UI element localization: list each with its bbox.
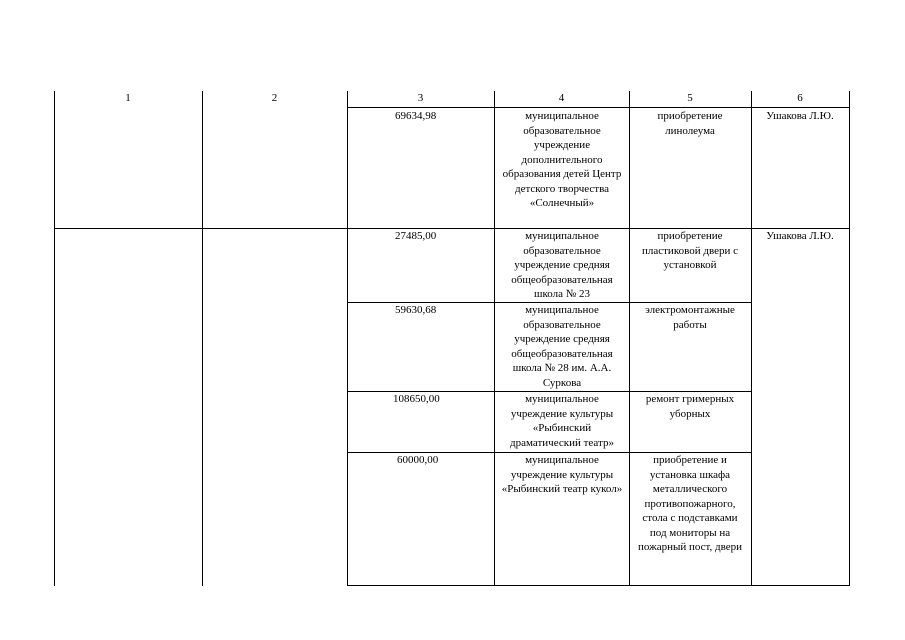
header-col-6: 6	[797, 92, 803, 104]
amount-cell: 69634,98	[395, 110, 437, 122]
table-border-left	[54, 91, 55, 586]
table-bottom-line	[347, 585, 850, 586]
header-col-5: 5	[687, 92, 693, 104]
purpose-cell: приобретение и установка шкафа металлического противопожарного, стола с подставками под мониторы на пожарный пост, двери	[637, 454, 743, 553]
table-divider-col4-col5	[629, 91, 630, 586]
header-col-1: 1	[125, 92, 131, 104]
purpose-cell: приобретение линолеума	[657, 110, 723, 137]
table-border-right	[849, 91, 850, 586]
responsible-cell: Ушакова Л.Ю.	[766, 110, 834, 122]
header-col-3: 3	[417, 92, 424, 104]
amount-cell: 59630,68	[395, 304, 437, 316]
institution-cell: муниципальное учреждение культуры «Рыбинский драматический театр»	[510, 393, 614, 449]
header-bottom-line	[347, 107, 850, 108]
purpose-cell: электромонтажные работы	[645, 304, 735, 331]
purpose-cell: ремонт гримерных уборных	[645, 393, 735, 420]
table-divider-col2-col3	[347, 91, 348, 586]
header-col-4: 4	[558, 92, 565, 104]
responsible-cell: Ушакова Л.Ю.	[766, 230, 834, 242]
table-divider-col3-col4	[494, 91, 495, 586]
header-col-2: 2	[271, 92, 278, 104]
amount-cell: 108650,00	[393, 393, 440, 405]
table-divider-col5-col6	[751, 91, 752, 586]
purpose-cell: приобретение пластиковой двери с установкой	[641, 230, 738, 271]
amount-cell: 60000,00	[397, 454, 439, 466]
amount-cell: 27485,00	[395, 230, 437, 242]
table-divider-col1-col2	[202, 91, 203, 586]
institution-cell: муниципальное образовательное учреждение средняя общеобразовательная школа № 23	[511, 230, 613, 300]
institution-cell: муниципальное образовательное учреждение дополнительного образования детей Центр детского творчества «Солнечный»	[502, 110, 622, 209]
institution-cell: муниципальное образовательное учреждение средняя общеобразовательная школа № 28 им. А.А. Суркова	[511, 304, 613, 389]
institution-cell: муниципальное учреждение культуры «Рыбинский театр кукол»	[501, 454, 623, 495]
